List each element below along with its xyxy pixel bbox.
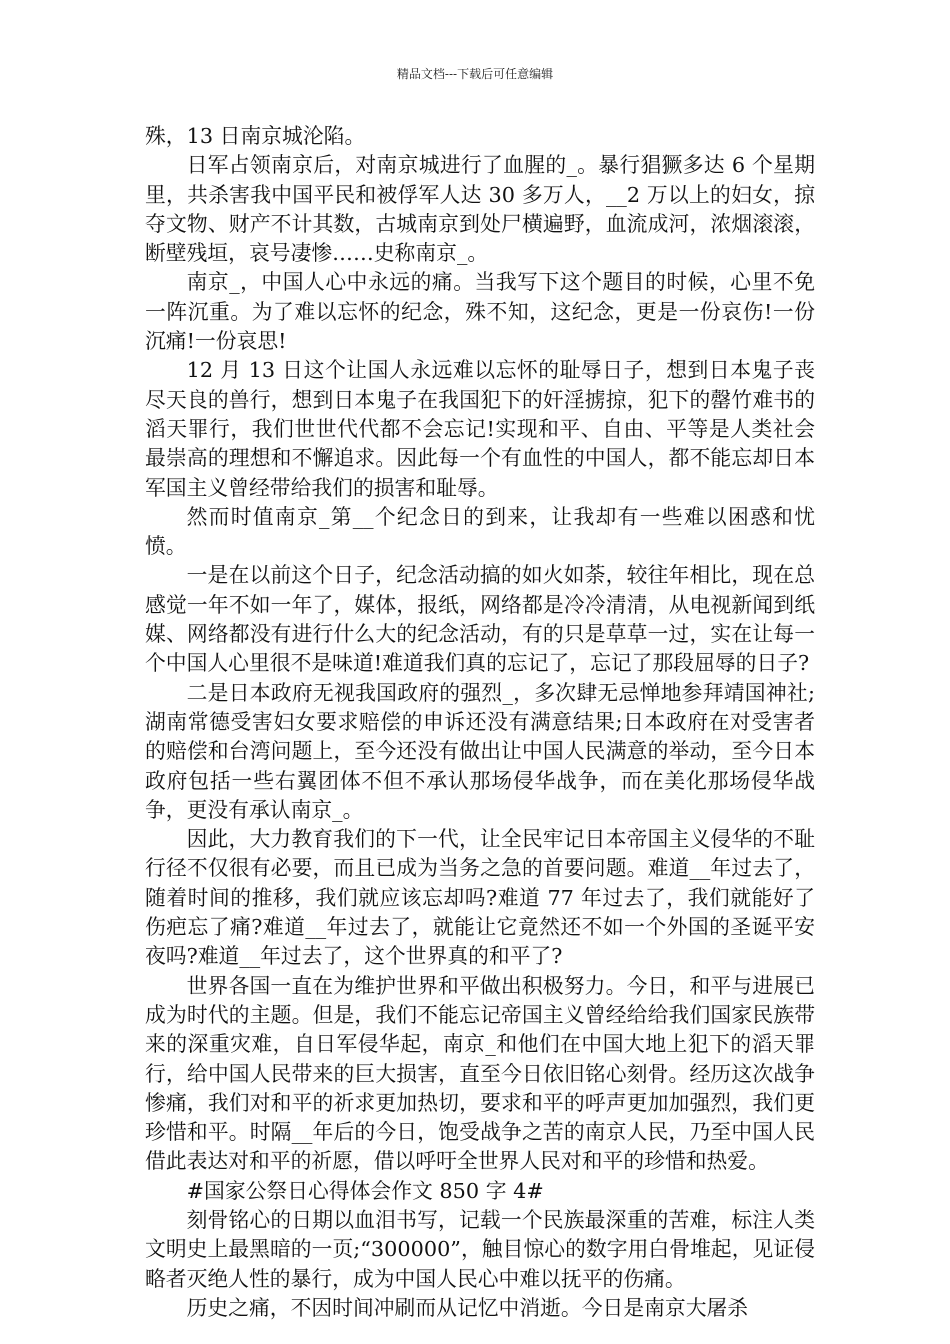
paragraph-8: 因此，大力教育我们的下一代，让全民牢记日本帝国主义侵华的不耻行径不仅很有必要，而且已成为当务之急的首要问题。难道__年过去了，随着时间的推移，我们就应该忘却吗?难道 77 年过去了，我们就能好了伤疤忘了痛?难道__年过去了，就能让它竟然还不如一个外国的圣诞平安夜吗?难道__年过去了，这个世界真的和平了? <box>145 827 815 969</box>
section-heading: #国家公祭日心得体会作文 850 字 4# <box>186 1178 544 1203</box>
paragraph-9: 世界各国一直在为维护世界和平做出积极努力。今日，和平与进展已成为时代的主题。但是，我们不能忘记帝国主义曾经给给我们国家民族带来的深重灾难，自日军侵华起，南京_和他们在中国大地上犯下的滔天罪行，给中国人民带来的巨大损害，直至今日依旧铭心刻骨。经历这次战争惨痛，我们对和平的祈求更加热切，要求和平的呼声更加加强烈，我们更珍惜和平。时隔__年后的今日，饱受战争之苦的南京人民，乃至中国人民借此表达对和平的祈愿，借以呼吁全世界人民对和平的珍惜和热爱。 <box>145 973 815 1174</box>
paragraph-7: 二是日本政府无视我国政府的强烈_，多次肆无忌惮地参拜靖国神社;湖南常德受害妇女要求赔偿的申诉还没有满意结果;日本政府在对受害者的赔偿和台湾问题上，至今还没有做出让中国人民满意的举动，至今日本政府包括一些右翼团体不但不承认那场侵华战争，而在美化那场侵华战争，更没有承认南京_。 <box>145 680 815 822</box>
document-body <box>145 122 815 1323</box>
paragraph-1: 殊，13 日南京城沦陷。 <box>145 124 366 148</box>
paragraph-6: 一是在以前这个日子，纪念活动搞的如火如荼，较往年相比，现在总感觉一年不如一年了，媒体，报纸，网络都是冷冷清清，从电视新闻到纸媒、网络都没有进行什么大的纪念活动，有的只是草草一过，实在让每一个中国人心里很不是味道!难道我们真的忘记了，忘记了那段屈辱的日子? <box>145 563 815 676</box>
page-header: 精品文档---下载后可任意编辑 <box>396 67 554 81</box>
paragraph-5: 然而时值南京_第__个纪念日的到来，让我却有一些难以困惑和忧愤。 <box>145 504 815 559</box>
paragraph-10: 刻骨铭心的日期以血泪书写，记载一个民族最深重的苦难，标注人类文明史上最黑暗的一页;“300000”，触目惊心的数字用白骨堆起，见证侵略者灭绝人性的暴行，成为中国人民心中难以抚平的伤痛。 <box>145 1207 815 1291</box>
paragraph-4: 12 月 13 日这个让国人永远难以忘怀的耻辱日子，想到日本鬼子丧尽天良的兽行，想到日本鬼子在我国犯下的奸淫掳掠，犯下的罄竹难书的滔天罪行，我们世世代代都不会忘记!实现和平、自由、平等是人类社会最崇高的理想和不懈追求。因此每一个有血性的中国人，都不能忘却日本军国主义曾经带给我们的损害和耻辱。 <box>145 358 815 500</box>
paragraph-2: 日军占领南京后，对南京城进行了血腥的_。暴行猖獗多达 6 个星期里，共杀害我中国平民和被俘军人达 30 多万人，__2 万以上的妇女，掠夺文物、财产不计其数，古城南京到处尸横遍野，血流成河，浓烟滚滚，断壁残垣，哀号凄惨……史称南京_。 <box>145 153 815 266</box>
paragraph-11: 历史之痛，不因时间冲刷而从记忆中消逝。今日是南京大屠杀 <box>186 1295 749 1320</box>
paragraph-3: 南京_，中国人心中永远的痛。当我写下这个题目的时候，心里不免一阵沉重。为了难以忘怀的纪念，殊不知，这纪念，更是一份哀伤!一份沉痛!一份哀思! <box>145 270 815 354</box>
